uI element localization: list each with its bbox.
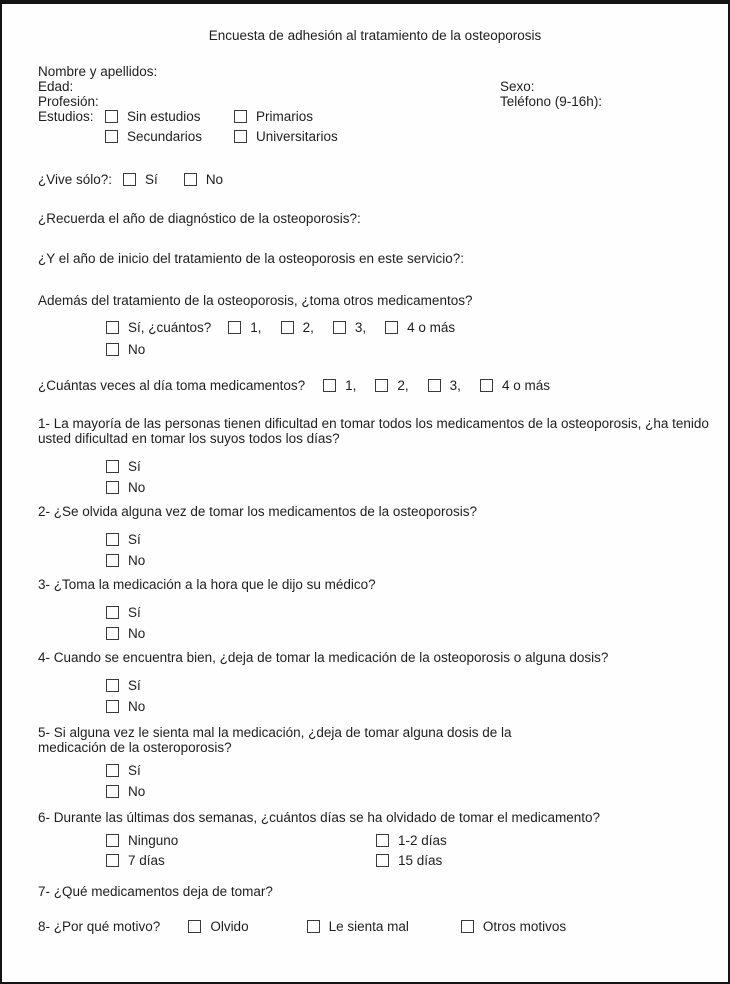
question-6-text: 6- Durante las últimas dos semanas, ¿cuántos días se ha olvidado de tomar el medicamento? bbox=[38, 810, 601, 825]
question-6-option-7-dias[interactable] bbox=[106, 853, 376, 868]
education-label: Estudios: bbox=[38, 109, 94, 124]
option-label: Olvido bbox=[210, 919, 249, 934]
question-8-row bbox=[38, 919, 712, 934]
question-4-block bbox=[38, 650, 712, 714]
lives-alone-question: ¿Vive sólo?: bbox=[38, 172, 113, 187]
question-4-no-option[interactable] bbox=[106, 699, 145, 714]
checkbox-icon[interactable] bbox=[105, 130, 118, 143]
question-2-block bbox=[38, 504, 712, 568]
education-option-label: Secundarios bbox=[127, 129, 203, 144]
question-2-yes-option[interactable] bbox=[106, 532, 141, 547]
checkbox-icon[interactable] bbox=[106, 321, 119, 334]
question-8-option-olvido[interactable] bbox=[188, 919, 248, 934]
question-6-options bbox=[106, 833, 712, 868]
checkbox-icon[interactable] bbox=[188, 920, 201, 933]
education-option-primarios[interactable] bbox=[234, 109, 338, 124]
option-label: 4 o más bbox=[407, 320, 456, 335]
education-option-label: Primarios bbox=[256, 109, 314, 124]
question-1-text: 1- La mayoría de las personas tienen dificultad en tomar todos los medicamentos de la osteoporosis, ¿ha tenido usted dificultad en tomar los suyos todos los días? bbox=[38, 416, 709, 446]
question-2-text: 2- ¿Se olvida alguna vez de tomar los medicamentos de la osteoporosis? bbox=[38, 504, 477, 519]
option-label: 2, bbox=[302, 320, 314, 335]
question-8-option-le-sienta-mal[interactable] bbox=[307, 919, 409, 934]
checkbox-icon[interactable] bbox=[376, 854, 389, 867]
phone-label: Teléfono (9-16h): bbox=[500, 94, 603, 109]
checkbox-icon[interactable] bbox=[307, 920, 320, 933]
question-6-option-15-dias[interactable] bbox=[376, 853, 712, 868]
count-option-1[interactable] bbox=[228, 320, 261, 335]
times-per-day-question: ¿Cuántas veces al día toma medicamentos? bbox=[38, 378, 306, 393]
checkbox-icon[interactable] bbox=[228, 321, 241, 334]
checkbox-icon[interactable] bbox=[106, 481, 119, 494]
question-2-no-option[interactable] bbox=[106, 553, 145, 568]
question-3-block bbox=[38, 577, 712, 641]
lives-alone-no-option[interactable] bbox=[184, 172, 223, 187]
option-label: Le sienta mal bbox=[328, 919, 409, 934]
option-label: 1, bbox=[250, 320, 262, 335]
checkbox-icon[interactable] bbox=[375, 379, 388, 392]
times-option-3[interactable] bbox=[428, 378, 461, 393]
other-meds-no-row bbox=[106, 342, 712, 357]
other-meds-count-options bbox=[228, 320, 455, 335]
count-option-3[interactable] bbox=[333, 320, 366, 335]
question-4-text: 4- Cuando se encuentra bien, ¿deja de tomar la medicación de la osteoporosis o alguna dosis? bbox=[38, 650, 609, 665]
count-option-2[interactable] bbox=[281, 320, 314, 335]
lives-alone-yes-option[interactable] bbox=[123, 172, 158, 187]
times-option-1[interactable] bbox=[323, 378, 356, 393]
checkbox-icon[interactable] bbox=[234, 110, 247, 123]
question-3-text: 3- ¿Toma la medicación a la hora que le dijo su médico? bbox=[38, 577, 376, 592]
question-1-block bbox=[38, 416, 712, 495]
checkbox-icon[interactable] bbox=[106, 785, 119, 798]
checkbox-icon[interactable] bbox=[281, 321, 294, 334]
checkbox-icon[interactable] bbox=[385, 321, 398, 334]
option-label: 7 días bbox=[128, 853, 165, 868]
option-label: Sí bbox=[145, 172, 158, 187]
checkbox-icon[interactable] bbox=[106, 854, 119, 867]
checkbox-icon[interactable] bbox=[106, 700, 119, 713]
education-option-label: Sin estudios bbox=[127, 109, 201, 124]
other-meds-no-option[interactable] bbox=[106, 342, 145, 357]
checkbox-icon[interactable] bbox=[184, 173, 197, 186]
checkbox-icon[interactable] bbox=[461, 920, 474, 933]
option-label: Sí, ¿cuántos? bbox=[128, 320, 212, 335]
option-label: No bbox=[128, 626, 146, 641]
checkbox-icon[interactable] bbox=[106, 764, 119, 777]
option-label: No bbox=[128, 784, 146, 799]
option-label: No bbox=[128, 699, 146, 714]
times-per-day-options bbox=[323, 378, 550, 393]
question-1-yes-option[interactable] bbox=[106, 459, 141, 474]
option-label: 2, bbox=[397, 378, 409, 393]
question-8-option-otros-motivos[interactable] bbox=[461, 919, 566, 934]
profession-label: Profesión: bbox=[38, 94, 99, 109]
checkbox-icon[interactable] bbox=[106, 606, 119, 619]
form-title: Encuesta de adhesión al tratamiento de la osteoporosis bbox=[208, 28, 542, 43]
checkbox-icon[interactable] bbox=[106, 460, 119, 473]
question-6-block bbox=[38, 810, 712, 868]
times-option-4-or-more[interactable] bbox=[480, 378, 550, 393]
option-label: No bbox=[128, 480, 146, 495]
option-label: Sí bbox=[128, 678, 141, 693]
checkbox-icon[interactable] bbox=[105, 110, 118, 123]
question-5-no-option[interactable] bbox=[106, 784, 145, 799]
checkbox-icon[interactable] bbox=[323, 379, 336, 392]
demographics-section bbox=[38, 64, 712, 144]
question-6-option-ninguno[interactable] bbox=[106, 833, 376, 848]
question-7-text: 7- ¿Qué medicamentos deja de tomar? bbox=[38, 884, 273, 899]
lives-alone-row bbox=[38, 172, 712, 187]
checkbox-icon[interactable] bbox=[106, 343, 119, 356]
option-label: 15 días bbox=[398, 853, 443, 868]
checkbox-icon[interactable] bbox=[333, 321, 346, 334]
option-label: No bbox=[205, 172, 224, 187]
other-meds-yes-row bbox=[106, 320, 712, 335]
checkbox-icon[interactable] bbox=[480, 379, 493, 392]
option-label: No bbox=[128, 553, 146, 568]
education-option-sin-estudios[interactable] bbox=[105, 109, 234, 124]
option-label: 3, bbox=[449, 378, 461, 393]
option-label: 1-2 días bbox=[398, 833, 447, 848]
question-6-option-1-2-dias[interactable] bbox=[376, 833, 712, 848]
checkbox-icon[interactable] bbox=[106, 834, 119, 847]
option-label: Sí bbox=[128, 763, 141, 778]
option-label: 4 o más bbox=[501, 378, 550, 393]
checkbox-icon[interactable] bbox=[106, 554, 119, 567]
option-label: Sí bbox=[128, 532, 141, 547]
question-3-yes-option[interactable] bbox=[106, 605, 141, 620]
checkbox-icon[interactable] bbox=[123, 173, 136, 186]
times-per-day-row bbox=[38, 378, 712, 393]
question-4-yes-option[interactable] bbox=[106, 678, 141, 693]
diagnosis-year-question: ¿Recuerda el año de diagnóstico de la osteoporosis?: bbox=[38, 211, 361, 226]
checkbox-icon[interactable] bbox=[106, 533, 119, 546]
age-label: Edad: bbox=[38, 79, 74, 94]
other-meds-yes-option[interactable] bbox=[106, 320, 211, 335]
education-option-label: Universitarios bbox=[256, 129, 338, 144]
option-label: 1, bbox=[345, 378, 357, 393]
count-option-4-or-more[interactable] bbox=[385, 320, 455, 335]
checkbox-icon[interactable] bbox=[376, 834, 389, 847]
question-5-block bbox=[38, 725, 712, 799]
question-5-yes-option[interactable] bbox=[106, 763, 141, 778]
option-label: 3, bbox=[354, 320, 367, 335]
question-3-no-option[interactable] bbox=[106, 626, 145, 641]
education-options bbox=[105, 109, 338, 144]
treatment-year-question: ¿Y el año de inicio del tratamiento de la osteoporosis en este servicio?: bbox=[38, 251, 464, 266]
checkbox-icon[interactable] bbox=[428, 379, 441, 392]
checkbox-icon[interactable] bbox=[106, 679, 119, 692]
checkbox-icon[interactable] bbox=[106, 627, 119, 640]
times-option-2[interactable] bbox=[375, 378, 408, 393]
question-8-text: 8- ¿Por qué motivo? bbox=[38, 919, 161, 934]
option-label: No bbox=[128, 342, 146, 357]
option-label: Sí bbox=[128, 459, 141, 474]
name-label: Nombre y apellidos: bbox=[38, 64, 158, 79]
checkbox-icon[interactable] bbox=[234, 130, 247, 143]
question-5-text: 5- Si alguna vez le sienta mal la medicación, ¿deja de tomar alguna dosis de la medicación de la osteroporosis? bbox=[38, 725, 512, 755]
option-label: Otros motivos bbox=[482, 919, 567, 934]
education-option-universitarios[interactable] bbox=[234, 129, 338, 144]
option-label: Sí bbox=[128, 605, 141, 620]
other-meds-question: Además del tratamiento de la osteoporosis, ¿toma otros medicamentos? bbox=[38, 293, 473, 308]
option-label: Ninguno bbox=[128, 833, 179, 848]
education-option-secundarios[interactable] bbox=[105, 129, 234, 144]
sex-label: Sexo: bbox=[500, 79, 535, 94]
question-1-no-option[interactable] bbox=[106, 480, 145, 495]
